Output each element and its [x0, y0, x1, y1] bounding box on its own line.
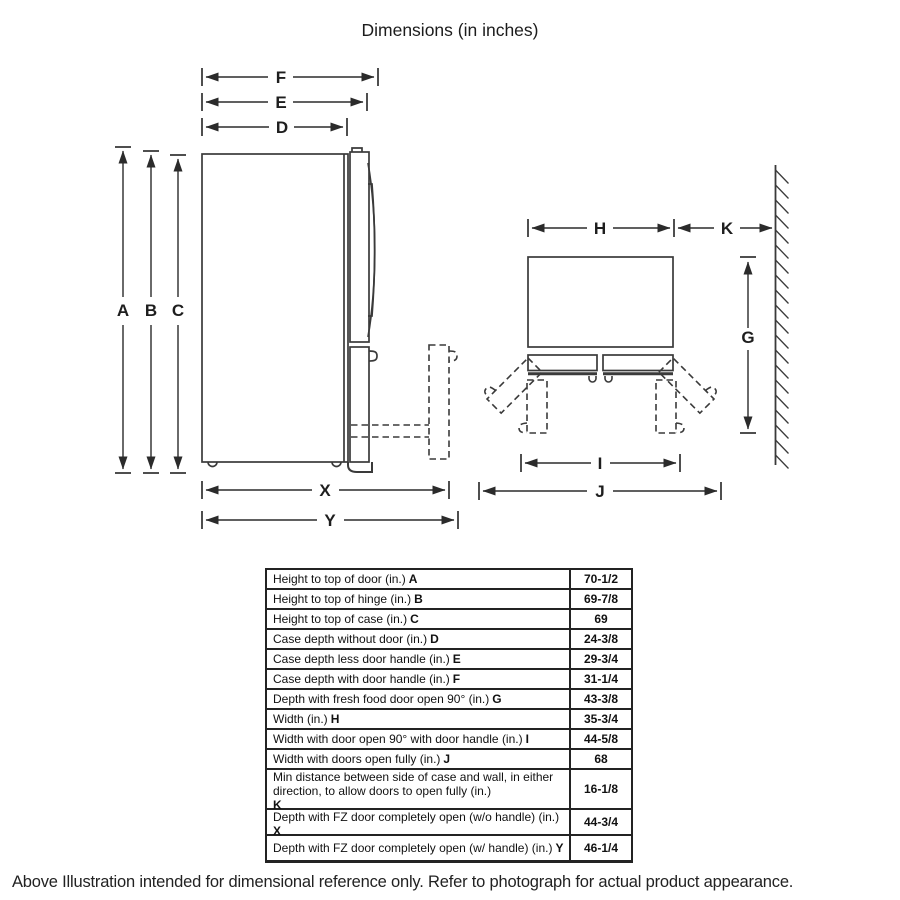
spec-value: 29-3/4 [569, 650, 631, 668]
spec-row: Width (in.) H 35-3/4 [267, 708, 631, 728]
dim-label-i: I [597, 454, 603, 473]
freezer-door-foot [348, 462, 372, 472]
right-door-handle [605, 376, 612, 382]
right-door-open-90-handle [676, 423, 684, 433]
freezer-door-side [350, 347, 369, 462]
right-door-open-90 [656, 380, 676, 433]
top-view-doors-open-dashed [481, 352, 719, 433]
freezer-door-open-dashed [351, 345, 457, 459]
dim-label-b: B [144, 301, 158, 320]
page-title: Dimensions (in inches) [361, 20, 539, 40]
spec-row: Height to top of door (in.) A 70-1/2 [267, 570, 631, 588]
spec-value: 43-3/8 [569, 690, 631, 708]
dim-label-y: Y [324, 511, 336, 530]
dim-label-d: D [275, 118, 289, 137]
spec-row: Depth with FZ door completely open (w/ handle) (in.) Y 46-1/4 [267, 834, 631, 860]
spec-value: 69-7/8 [569, 590, 631, 608]
spec-value: 44-3/4 [569, 810, 631, 834]
dimension-arrows [123, 77, 772, 520]
footer-note: Above Illustration intended for dimensional reference only. Refer to photograph for actual product appearance. [12, 873, 794, 891]
side-view-fridge [202, 148, 377, 472]
dim-label-c: C [171, 301, 185, 320]
spec-row: Depth with fresh food door open 90° (in.) G 43-3/8 [267, 688, 631, 708]
dim-label-x: X [319, 481, 331, 500]
top-view-fridge [528, 257, 673, 382]
spec-value: 68 [569, 750, 631, 768]
spec-row: Width with door open 90° with door handle (in.) I 44-5/8 [267, 728, 631, 748]
left-door-open-90-handle [519, 423, 527, 433]
dim-label-f: F [275, 68, 287, 87]
dim-label-g: G [741, 328, 755, 347]
wall [776, 165, 789, 469]
spec-value: 16-1/8 [569, 770, 631, 808]
spec-value: 44-5/8 [569, 730, 631, 748]
dim-label-k: K [720, 219, 734, 238]
left-door-open-90 [527, 380, 547, 433]
right-door-open-fully [659, 352, 720, 413]
spec-row: Depth with FZ door completely open (w/o handle) (in.) X 44-3/4 [267, 808, 631, 834]
dim-label-e: E [275, 93, 287, 112]
spec-value: 35-3/4 [569, 710, 631, 728]
left-door-handle [589, 376, 596, 382]
spec-value: 69 [569, 610, 631, 628]
spec-value: 31-1/4 [569, 670, 631, 688]
spec-row: Case depth without door (in.) D 24-3/8 [267, 628, 631, 648]
spec-value: 46-1/4 [569, 836, 631, 860]
spec-row: Height to top of case (in.) C 69 [267, 608, 631, 628]
dim-label-j: J [595, 482, 605, 501]
spec-row: Case depth less door handle (in.) E 29-3/4 [267, 648, 631, 668]
freezer-door-open-outline [429, 345, 449, 459]
spec-table [265, 568, 633, 863]
dimension-ticks [115, 68, 756, 529]
freezer-handle-hook [369, 351, 377, 361]
spec-value: 24-3/8 [569, 630, 631, 648]
fridge-case-side [202, 154, 348, 462]
wall-hatching [776, 170, 789, 469]
spec-row: Width with doors open fully (in.) J 68 [267, 748, 631, 768]
left-door-open-fully [481, 352, 542, 413]
fresh-food-door-side [350, 152, 369, 342]
dim-label-a: A [116, 301, 130, 320]
dimension-labels [117, 68, 755, 530]
dim-label-h: H [593, 219, 607, 238]
spec-row: Case depth with door handle (in.) F 31-1/4 [267, 668, 631, 688]
freezer-handle-open-hook [449, 351, 457, 361]
fridge-case-top [528, 257, 673, 347]
spec-row: Height to top of hinge (in.) B 69-7/8 [267, 588, 631, 608]
spec-row: Min distance between side of case and wall, in either direction, to allow doors to open fully (in.) K 16-1/8 [267, 768, 631, 808]
spec-value: 70-1/2 [569, 570, 631, 588]
